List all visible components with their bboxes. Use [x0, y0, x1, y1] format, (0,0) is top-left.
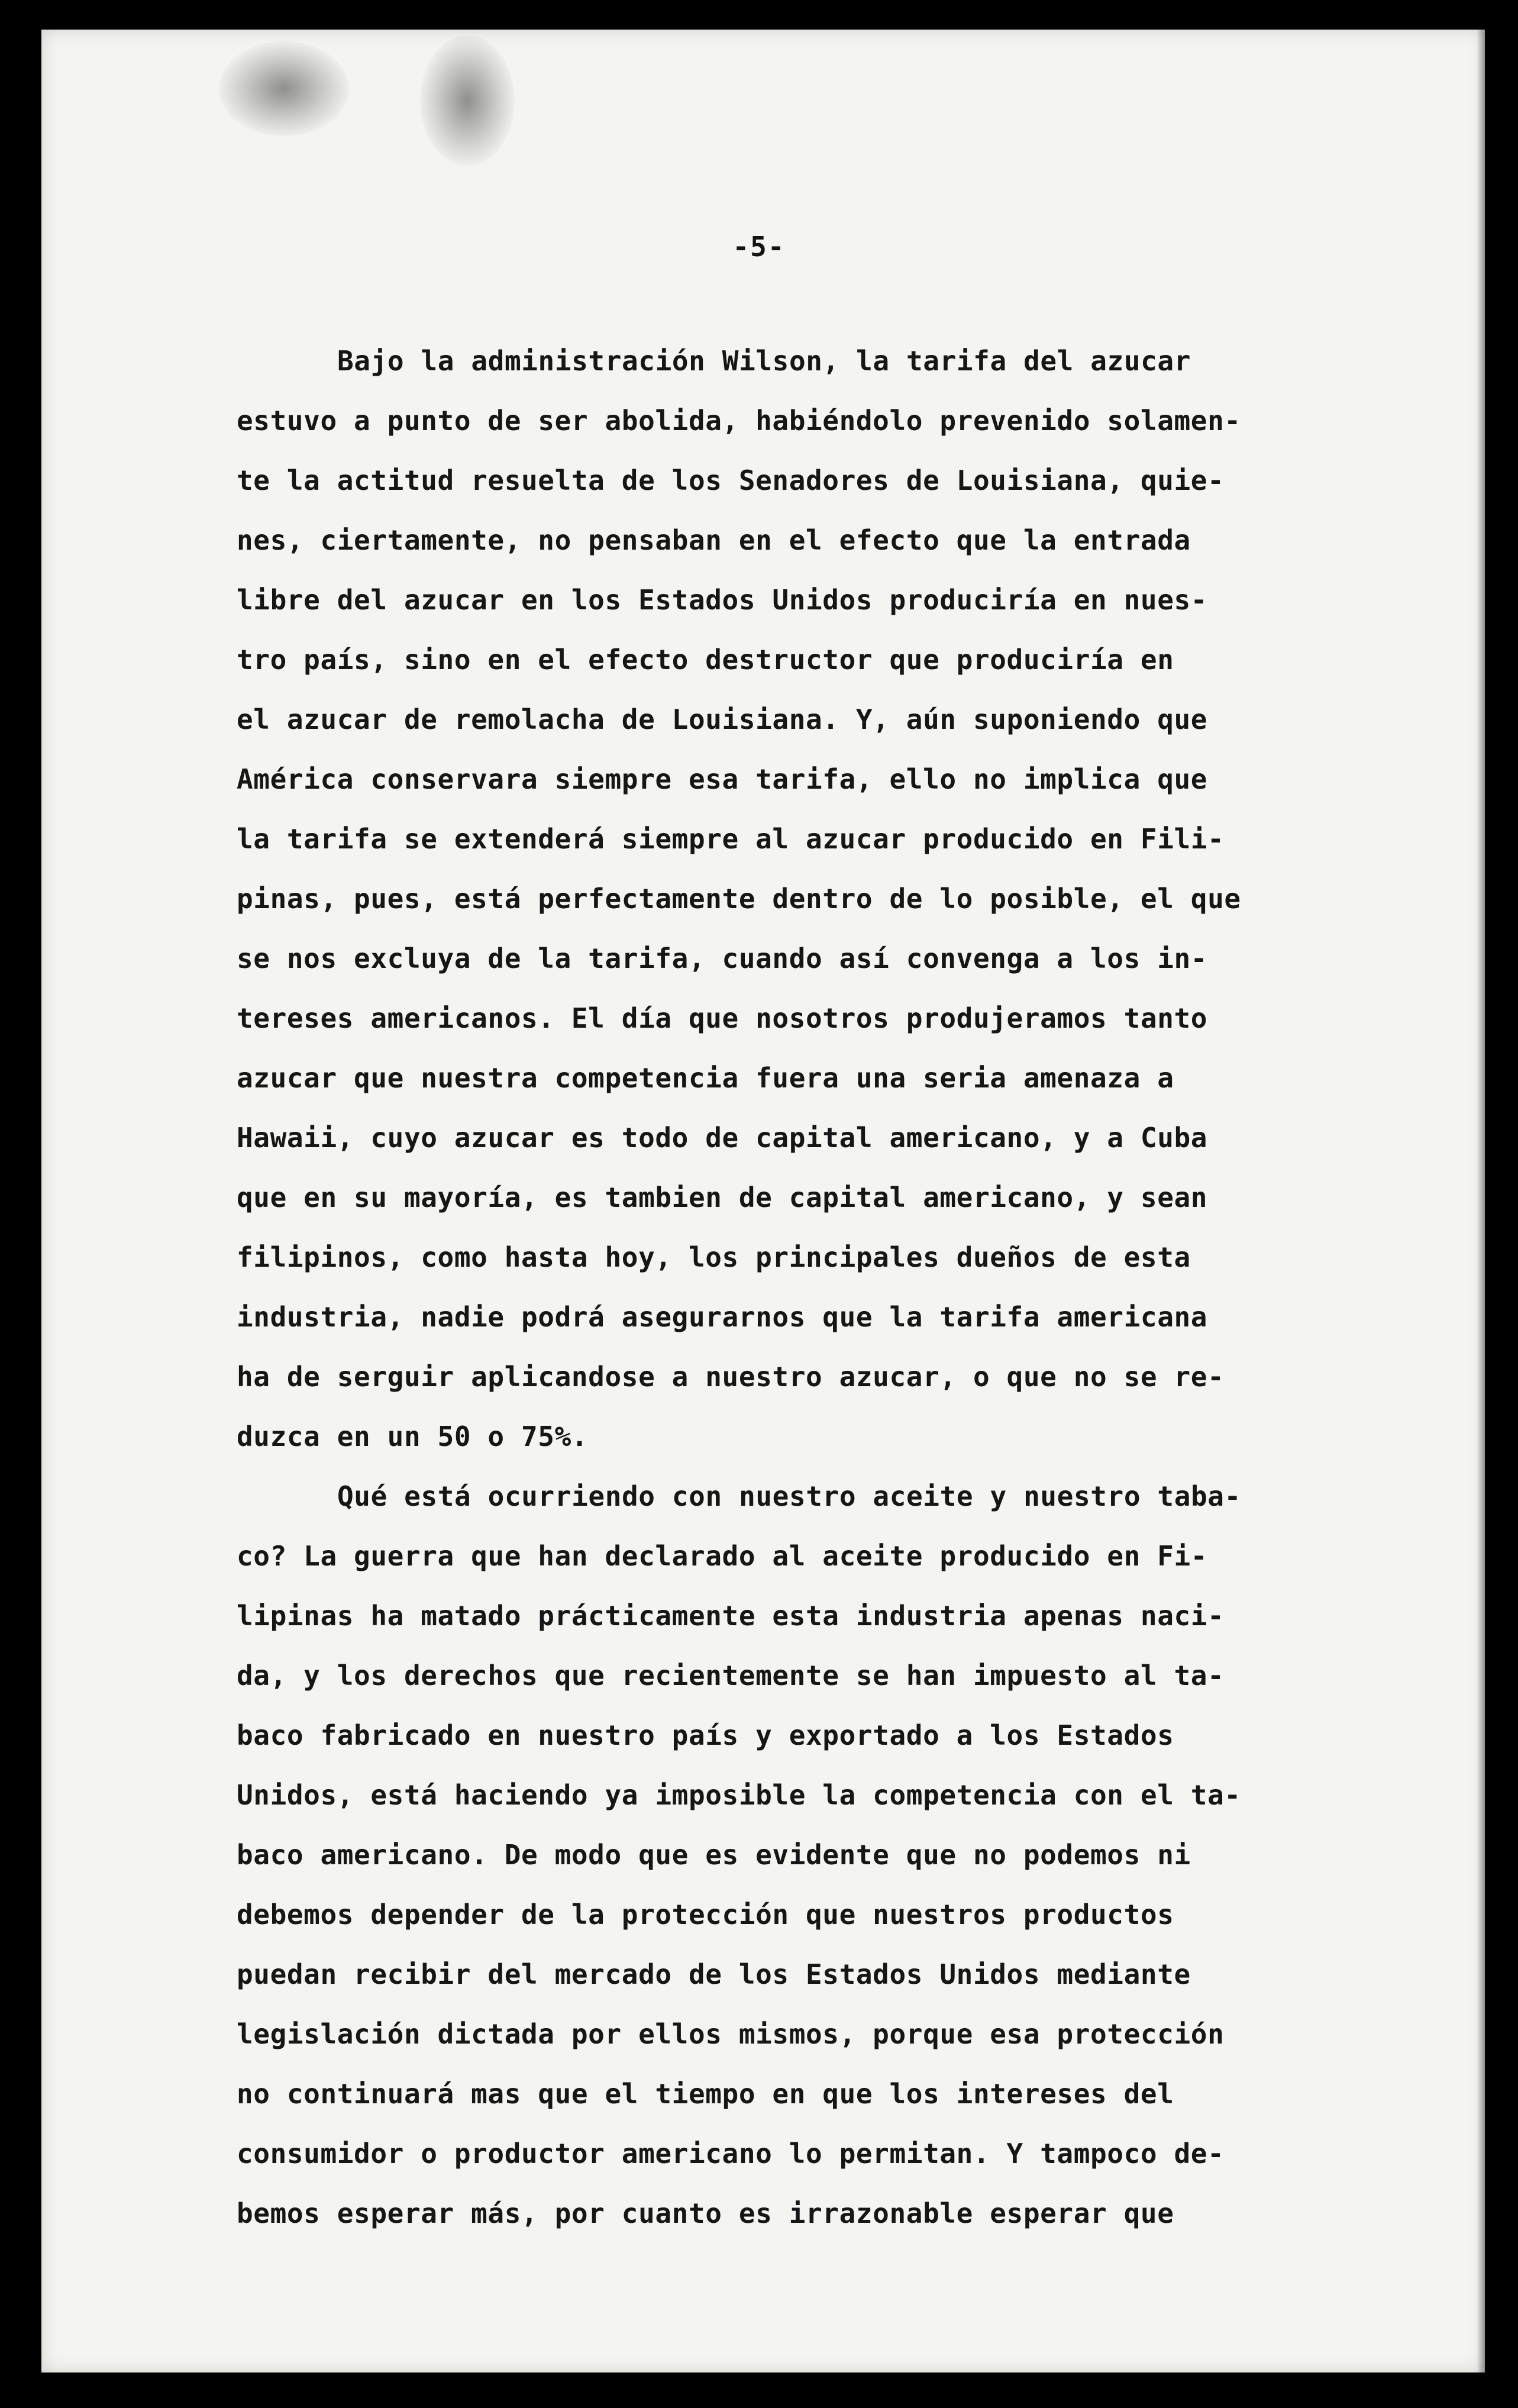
text-line: estuvo a punto de ser abolida, habiéndolo prevenido solamen- — [237, 405, 1241, 437]
ink-smudge — [219, 41, 349, 136]
text-line: Qué está ocurriendo con nuestro aceite y nuestro taba- — [337, 1480, 1241, 1512]
page-number: -5- — [732, 231, 786, 263]
text-line: da, y los derechos que recientemente se han impuesto al ta- — [237, 1660, 1225, 1692]
text-line: filipinos, como hasta hoy, los principales dueños de esta — [237, 1241, 1191, 1273]
text-line: duzca en un 50 o 75%. — [237, 1421, 589, 1452]
text-line: baco americano. De modo que es evidente que no podemos ni — [237, 1839, 1191, 1871]
text-line: el azucar de remolacha de Louisiana. Y, aún suponiendo que — [237, 703, 1208, 735]
text-line: co? La guerra que han declarado al aceite producido en Fi- — [237, 1540, 1208, 1572]
text-line: la tarifa se extenderá siempre al azucar producido en Fili- — [237, 823, 1225, 855]
page-edge-shadow — [1477, 30, 1485, 2373]
text-line: bemos esperar más, por cuanto es irrazonable esperar que — [237, 2197, 1174, 2229]
ink-smudge — [420, 35, 515, 166]
text-line: que en su mayoría, es tambien de capital americano, y sean — [237, 1182, 1208, 1213]
text-line: América conservara siempre esa tarifa, ello no implica que — [237, 763, 1208, 795]
text-line: puedan recibir del mercado de los Estados Unidos mediante — [237, 1958, 1191, 1990]
document-body — [237, 331, 1390, 2244]
text-line: consumidor o productor americano lo permitan. Y tampoco de- — [237, 2138, 1225, 2170]
text-line: no continuará mas que el tiempo en que los intereses del — [237, 2078, 1174, 2110]
text-line: te la actitud resuelta de los Senadores de Louisiana, quie- — [237, 464, 1225, 496]
text-line: tereses americanos. El día que nosotros produjeramos tanto — [237, 1002, 1208, 1034]
text-line: azucar que nuestra competencia fuera una seria amenaza a — [237, 1062, 1174, 1094]
text-line: industria, nadie podrá asegurarnos que la tarifa americana — [237, 1301, 1208, 1333]
text-line: tro país, sino en el efecto destructor que produciría en — [237, 644, 1174, 676]
text-line: debemos depender de la protección que nuestros productos — [237, 1899, 1174, 1931]
text-line: Hawaii, cuyo azucar es todo de capital americano, y a Cuba — [237, 1122, 1208, 1154]
text-line: baco fabricado en nuestro país y exportado a los Estados — [237, 1719, 1174, 1751]
text-line: Bajo la administración Wilson, la tarifa del azucar — [337, 345, 1191, 377]
text-line: nes, ciertamente, no pensaban en el efecto que la entrada — [237, 524, 1191, 556]
text-line: legislación dictada por ellos mismos, porque esa protección — [237, 2018, 1225, 2050]
text-line: se nos excluya de la tarifa, cuando así convenga a los in- — [237, 942, 1208, 974]
text-line: ha de serguir aplicandose a nuestro azucar, o que no se re- — [237, 1361, 1225, 1393]
text-line: Unidos, está haciendo ya imposible la competencia con el ta- — [237, 1779, 1241, 1811]
text-line: libre del azucar en los Estados Unidos produciría en nues- — [237, 584, 1208, 616]
text-line: pinas, pues, está perfectamente dentro de lo posible, el que — [237, 883, 1241, 915]
text-line: lipinas ha matado prácticamente esta industria apenas naci- — [237, 1600, 1225, 1632]
